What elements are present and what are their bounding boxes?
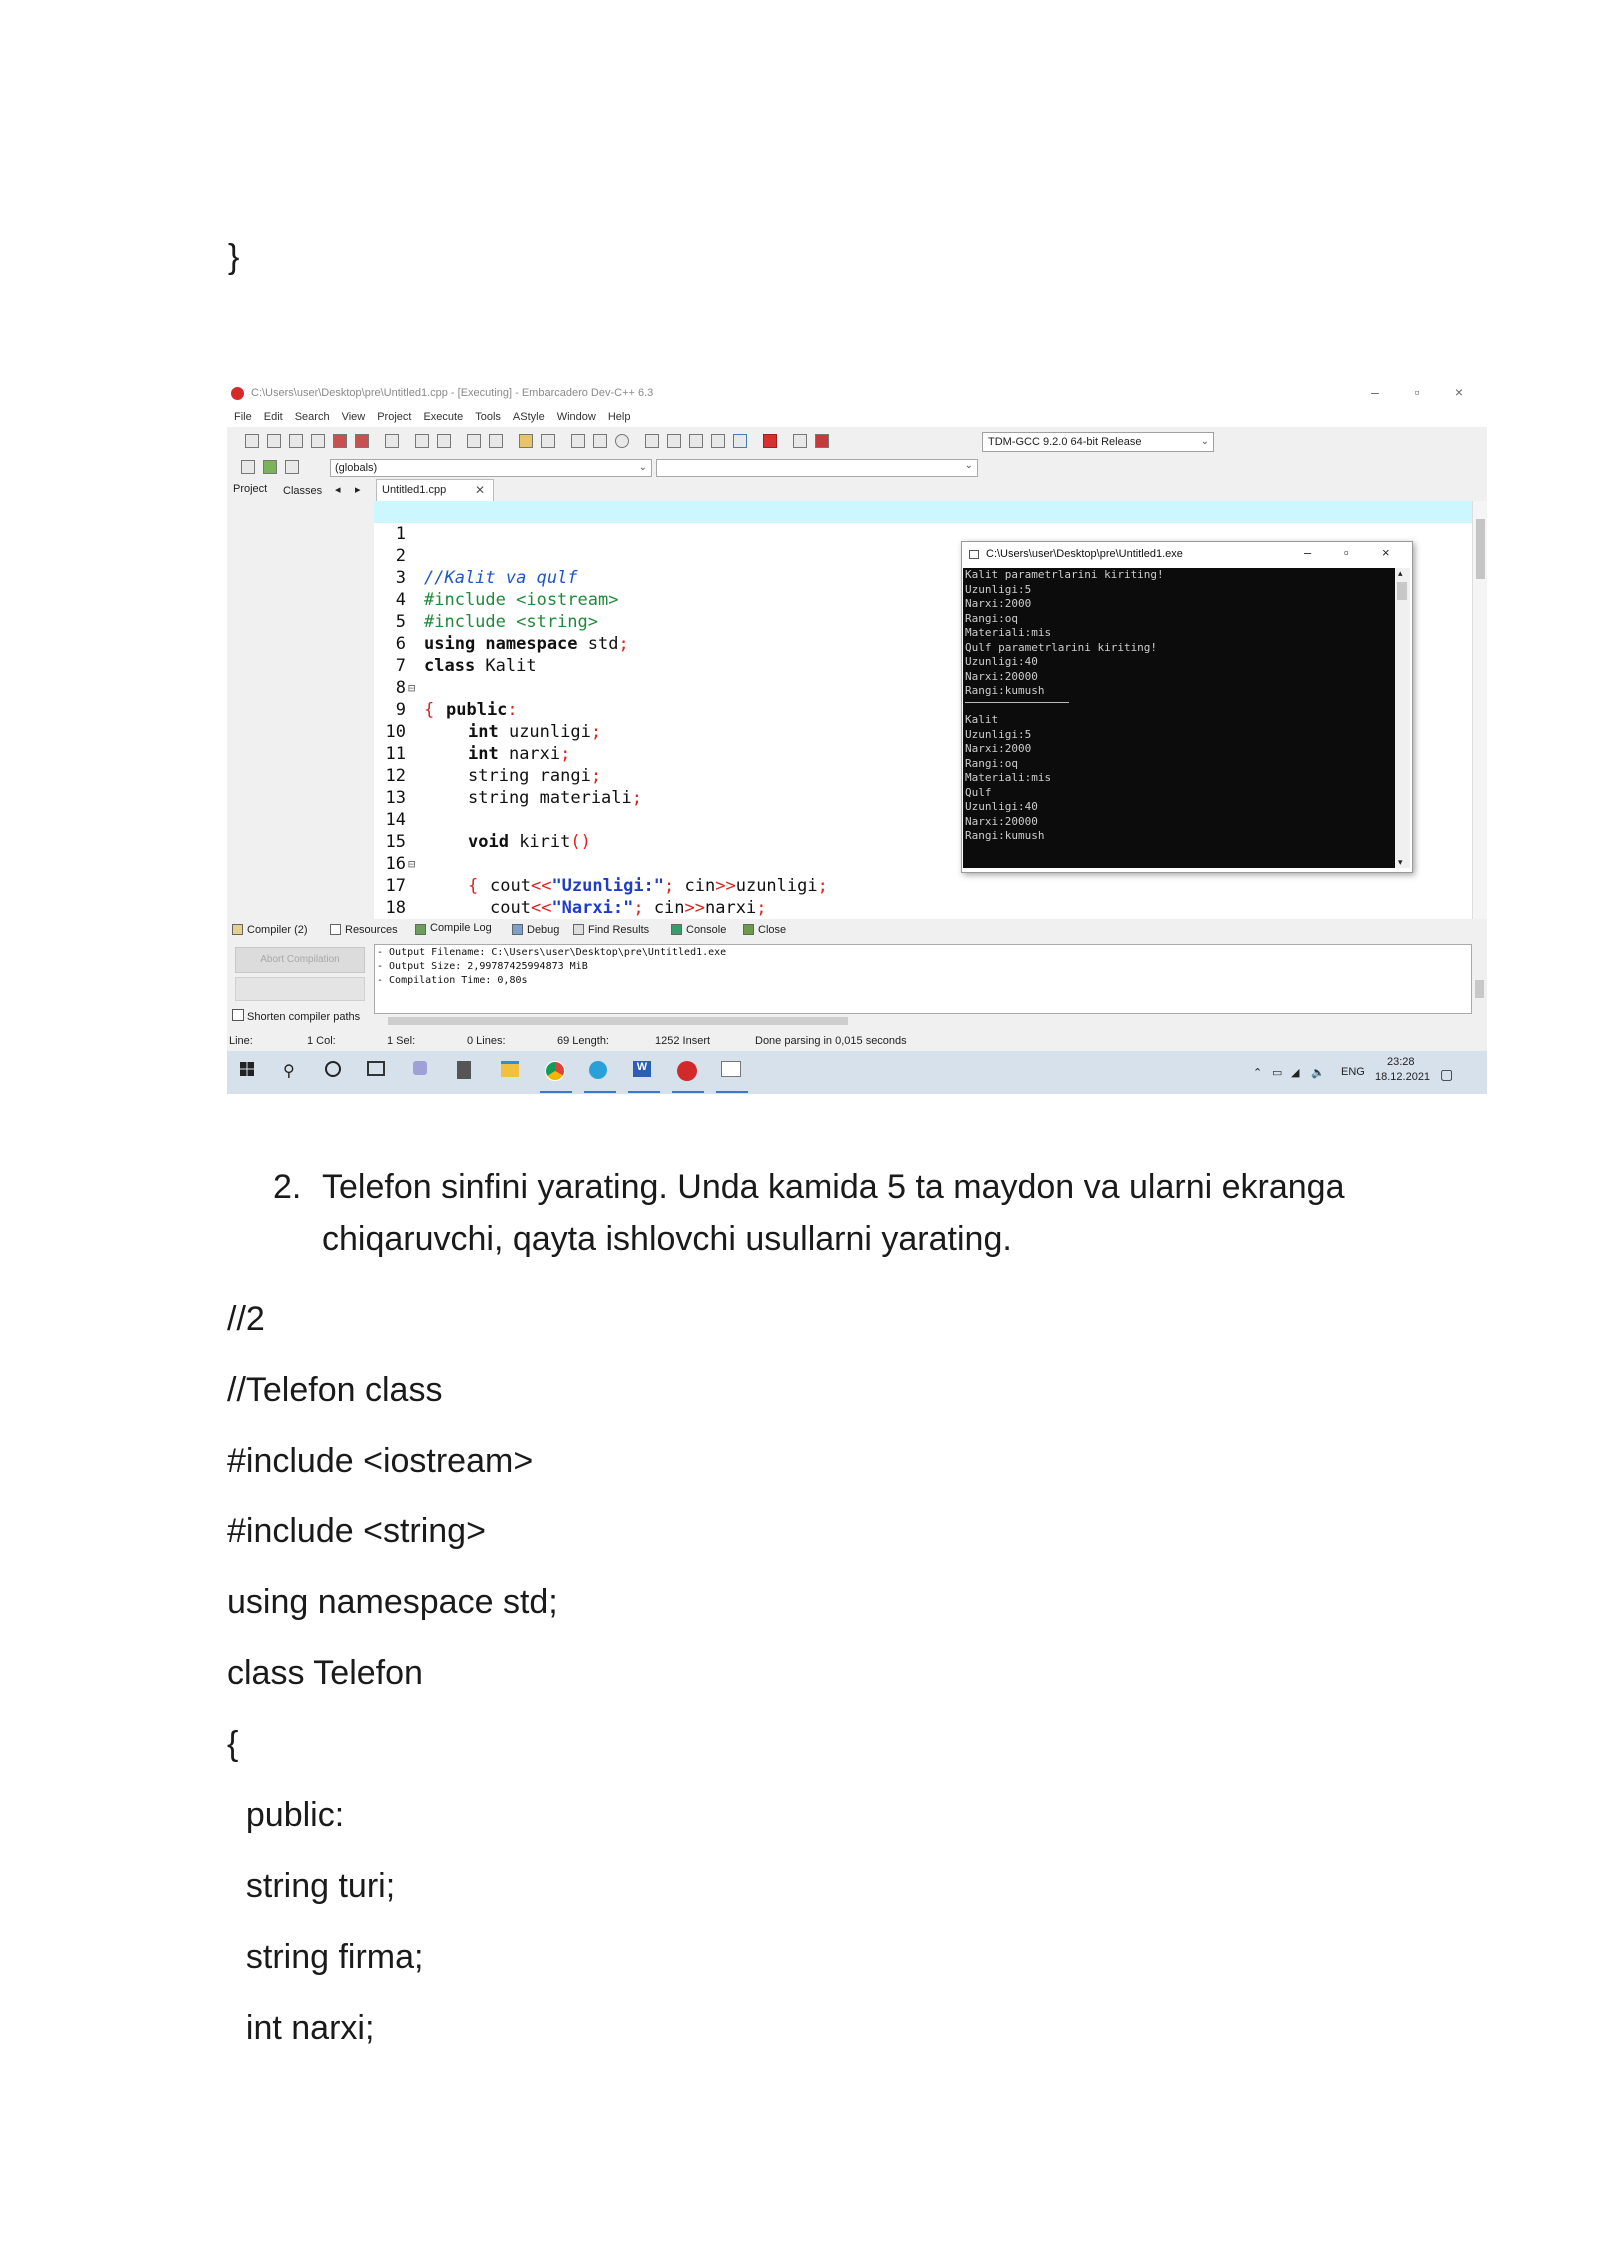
editor-scrollbar[interactable] — [1472, 501, 1487, 919]
console-line: Rangi:oq — [965, 611, 1018, 625]
line-number: 8 — [395, 678, 406, 698]
symbol: ; — [631, 788, 643, 808]
save-all-icon[interactable] — [311, 434, 325, 448]
tab-untitled1[interactable] — [376, 479, 494, 501]
console-output — [963, 568, 1395, 868]
replace-icon[interactable] — [437, 434, 451, 448]
symbol: ; — [590, 722, 602, 742]
console-line: Uzunligi:5 — [965, 727, 1032, 741]
line-number: 6 — [395, 634, 406, 654]
console-app-icon — [969, 550, 979, 559]
open-file-icon[interactable] — [267, 434, 281, 448]
console-line: Uzunligi:40 — [965, 800, 1038, 813]
chevron-right-icon[interactable]: ▸ — [355, 484, 361, 496]
closing-brace: } — [228, 238, 240, 276]
console-minimize-button[interactable]: – — [1304, 545, 1312, 560]
symbol: ; — [633, 898, 654, 918]
console-title: C:\Users\user\Desktop\pre\Untitled1.exe — [986, 548, 1183, 560]
close-panel-icon — [743, 924, 754, 935]
keyword: public — [446, 700, 508, 720]
console-divider — [965, 702, 1069, 703]
console-taskbar-icon[interactable] — [721, 1061, 743, 1083]
log-scrollbar[interactable] — [1472, 944, 1487, 1014]
progress-box — [235, 977, 365, 1001]
fold-toggle-icon[interactable]: ⊟ — [408, 681, 416, 695]
paint-icon[interactable] — [413, 1061, 435, 1083]
battery-icon[interactable]: ▭ — [1272, 1067, 1283, 1079]
menu-astyle[interactable]: AStyle — [512, 411, 545, 423]
devcpp-logo-icon — [231, 387, 244, 400]
console-window[interactable] — [961, 541, 1413, 873]
code-line — [374, 501, 1472, 544]
menu-window[interactable]: Window — [556, 411, 596, 423]
tab-close[interactable]: Close — [758, 924, 787, 936]
ide-titlebar — [227, 381, 1487, 407]
symbol: << — [530, 898, 552, 918]
compile-run-icon[interactable] — [689, 434, 703, 448]
insert-bookmark-icon[interactable] — [241, 460, 255, 474]
identifier: cin — [684, 876, 716, 896]
identifier: cout — [490, 876, 531, 896]
print-icon[interactable] — [385, 434, 399, 448]
notifications-icon[interactable]: ▢ — [1440, 1066, 1454, 1082]
console-line: Uzunligi:40 — [965, 655, 1038, 668]
line-number: 5 — [395, 612, 406, 632]
keyword: int — [468, 722, 499, 742]
status-col: 1 Col: — [307, 1035, 336, 1047]
line-number: 9 — [395, 700, 406, 720]
menu-file[interactable]: File — [234, 411, 252, 423]
chrome-icon[interactable] — [545, 1061, 567, 1083]
line-number: 17 — [385, 876, 406, 896]
compile-icon[interactable] — [645, 434, 659, 448]
log-line: - Output Size: 2,99787425994873 MiB — [377, 961, 588, 972]
cortana-icon[interactable] — [325, 1061, 347, 1083]
console-line: Materiali:mis — [965, 626, 1052, 639]
menu-edit[interactable]: Edit — [263, 411, 283, 423]
list-item-number: 2. — [273, 1168, 302, 1206]
console-line: Kalit parametrlarini kiriting! — [965, 568, 1164, 581]
fold-toggle-icon[interactable]: ⊟ — [408, 857, 416, 871]
shorten-paths-label: Shorten compiler paths — [247, 1011, 361, 1023]
tab-project[interactable]: Project — [233, 483, 268, 495]
resources-icon — [330, 924, 341, 935]
code-listing-line: int narxi; — [227, 2009, 375, 2047]
identifier: string rangi — [468, 766, 591, 786]
identifier: kirit — [508, 832, 571, 852]
status-insert: 1252 Insert — [655, 1035, 711, 1047]
code-listing-line: public: — [227, 1796, 345, 1834]
code-text: #include <iostream> — [424, 590, 619, 610]
stop-execution-icon[interactable] — [763, 434, 777, 448]
tab-resources[interactable]: Resources — [345, 924, 398, 936]
symbol: ; — [560, 744, 571, 764]
log-hscrollbar[interactable] — [374, 1014, 1487, 1028]
identifier: narxi — [498, 744, 561, 764]
editor-tabbar — [374, 479, 1487, 502]
profile-icon[interactable] — [793, 434, 807, 448]
menu-project[interactable]: Project — [377, 411, 412, 423]
console-line: Qulf parametrlarini kiriting! — [965, 640, 1158, 654]
code-text: //Kalit va qulf — [424, 568, 578, 588]
windows-start-icon[interactable] — [239, 1061, 261, 1083]
tray-chevron-icon[interactable]: ⌃ — [1253, 1067, 1263, 1079]
find-results-icon — [573, 924, 584, 935]
compiler-profile-value: TDM-GCC 9.2.0 64-bit Release — [988, 436, 1142, 448]
shorten-paths-checkbox[interactable] — [232, 1009, 244, 1021]
status-line: Line: — [229, 1035, 253, 1047]
menu-search[interactable]: Search — [294, 411, 330, 423]
code-listing-line: string turi; — [227, 1867, 396, 1905]
close-button[interactable]: × — [1454, 384, 1464, 400]
close-file-icon[interactable] — [333, 434, 347, 448]
menu-execute[interactable]: Execute — [423, 411, 464, 423]
identifier: cin — [653, 898, 685, 918]
console-scrollbar[interactable] — [1395, 568, 1410, 868]
compiler-profile-select[interactable] — [982, 432, 1214, 452]
code-listing-line: using namespace std; — [227, 1583, 558, 1621]
symbol: >> — [715, 876, 736, 896]
project-panel — [227, 479, 375, 917]
keyword: using namespace — [424, 634, 578, 654]
compiler-icon — [232, 924, 243, 935]
tab-compiler[interactable]: Compiler (2) — [247, 924, 308, 936]
menu-tools[interactable]: Tools — [475, 411, 501, 423]
scrollbar-thumb[interactable] — [1475, 980, 1484, 998]
line-number: 3 — [395, 568, 406, 588]
ide-screenshot — [227, 381, 1487, 1094]
keyword: void — [468, 832, 509, 852]
word-icon[interactable]: W — [633, 1061, 655, 1083]
line-number: 10 — [385, 722, 406, 742]
find-icon[interactable] — [415, 434, 429, 448]
scope-select[interactable] — [330, 459, 652, 477]
indent-icon[interactable] — [593, 434, 607, 448]
symbol: () — [570, 832, 591, 852]
calculator-icon[interactable] — [457, 1061, 479, 1083]
line-number: 2 — [395, 546, 406, 566]
run-icon[interactable] — [667, 434, 681, 448]
line-number: 16 — [385, 854, 406, 874]
devcpp-taskbar-icon[interactable] — [677, 1061, 699, 1083]
scroll-up-icon[interactable]: ▴ — [1398, 568, 1403, 578]
symbol: ; — [618, 634, 629, 654]
scrollbar-thumb[interactable] — [1476, 519, 1485, 579]
search-icon[interactable]: ⚲ — [283, 1063, 295, 1080]
clock-time[interactable]: 23:28 — [1387, 1056, 1415, 1068]
toggle-comment-icon[interactable] — [615, 434, 629, 448]
telegram-icon[interactable] — [589, 1061, 611, 1083]
line-number: 15 — [385, 832, 406, 852]
console-line: Materiali:mis — [965, 771, 1052, 784]
maximize-button[interactable]: ▫ — [1414, 384, 1420, 400]
task-view-icon[interactable] — [367, 1061, 389, 1083]
code-listing-line: //2 — [227, 1300, 265, 1338]
line-number: 13 — [385, 788, 406, 808]
new-file-icon[interactable] — [245, 434, 259, 448]
identifier: cout — [490, 898, 531, 918]
tab-compile-log[interactable]: Compile Log — [430, 922, 492, 934]
scope-value: (globals) — [335, 462, 378, 474]
console-line: Kalit — [965, 713, 999, 726]
line-number: 18 — [385, 898, 406, 918]
code-listing-line: #include <iostream> — [227, 1442, 534, 1480]
log-line: - Output Filename: C:\Users\user\Desktop\pre\Untitled1.exe — [377, 947, 727, 958]
shorten-paths-option[interactable] — [232, 1009, 360, 1023]
console-line: Narxi:2000 — [965, 597, 1032, 610]
identifier: string materiali — [468, 788, 632, 808]
file-explorer-icon[interactable] — [501, 1061, 523, 1083]
code-listing-line: string firma; — [227, 1938, 424, 1976]
identifier: uzunligi — [735, 876, 818, 896]
undo-icon[interactable] — [519, 434, 533, 448]
chevron-down-icon: ⌄ — [964, 460, 973, 471]
menu-view[interactable]: View — [341, 411, 366, 423]
tab-debug[interactable]: Debug — [527, 924, 560, 936]
debug-icon[interactable] — [815, 434, 829, 448]
assignment-line-2: chiqaruvchi, qayta ishlovchi usullarni yarating. — [322, 1220, 1012, 1258]
code-listing-line: #include <string> — [227, 1512, 486, 1550]
secondary-toolbar — [227, 457, 1487, 479]
line-number: 14 — [385, 810, 406, 830]
assignment-line-1: Telefon sinfini yarating. Unda kamida 5 ta maydon va ularni ekranga — [322, 1168, 1345, 1206]
tab-find-results[interactable]: Find Results — [588, 924, 650, 936]
console-line: Rangi:oq — [965, 756, 1018, 770]
new-class-icon[interactable] — [467, 434, 481, 448]
project-options-icon[interactable] — [285, 460, 299, 474]
identifier: Kalit — [475, 656, 537, 676]
rebuild-icon[interactable] — [711, 434, 725, 448]
identifier: narxi — [705, 898, 757, 918]
compiler-controls — [227, 941, 374, 1031]
console-line: Rangi:kumush — [965, 684, 1045, 697]
abort-compilation-button[interactable]: Abort Compilation — [235, 947, 365, 973]
code-line — [374, 897, 1472, 919]
console-line: Narxi:20000 — [965, 814, 1038, 828]
console-line: Uzunligi:5 — [965, 582, 1032, 596]
debug-icon — [512, 924, 523, 935]
chevron-down-icon: ⌄ — [638, 462, 647, 473]
line-number: 12 — [385, 766, 406, 786]
status-sel: 1 Sel: — [387, 1035, 416, 1047]
minimize-button[interactable]: – — [1371, 384, 1379, 400]
main-toolbar — [227, 427, 1487, 457]
code-text: { — [424, 700, 435, 720]
ide-window-title: C:\Users\user\Desktop\pre\Untitled1.cpp - [Executing] - Embarcadero Dev-C++ 6.3 — [251, 387, 654, 399]
volume-icon[interactable]: 🔈 — [1311, 1067, 1325, 1079]
log-line: - Compilation Time: 0,80s — [377, 975, 528, 986]
code-listing-line: //Telefon class — [227, 1371, 443, 1409]
symbol: ; — [590, 766, 602, 786]
keyword: class — [424, 656, 476, 676]
status-lines: 0 Lines: — [467, 1035, 506, 1047]
scroll-down-icon[interactable]: ▾ — [1398, 857, 1403, 867]
console-line: Narxi:2000 — [965, 742, 1032, 755]
chevron-left-icon[interactable]: ◂ — [335, 484, 341, 496]
scrollbar-thumb[interactable] — [1397, 582, 1407, 600]
string-literal: "Narxi:" — [551, 898, 634, 918]
tab-classes[interactable]: Classes — [283, 485, 323, 497]
compile-log-icon — [415, 924, 426, 935]
chevron-down-icon: ⌄ — [1200, 436, 1209, 447]
symbol: : — [507, 700, 518, 720]
status-length: 69 Length: — [557, 1035, 609, 1047]
code-text: { — [468, 876, 479, 896]
symbol: >> — [684, 898, 706, 918]
redo-icon[interactable] — [541, 434, 555, 448]
save-icon[interactable] — [289, 434, 303, 448]
line-number: 7 — [395, 656, 406, 676]
code-listing-line: class Telefon — [227, 1654, 423, 1692]
keyword: int — [468, 744, 499, 764]
symbol: << — [530, 876, 552, 896]
menu-help[interactable]: Help — [607, 411, 631, 423]
windows-taskbar — [227, 1051, 1487, 1094]
console-maximize-button[interactable]: ▫ — [1344, 545, 1349, 560]
tab-label: Untitled1.cpp — [382, 484, 447, 496]
line-number: 4 — [395, 590, 406, 610]
unindent-icon[interactable] — [571, 434, 585, 448]
symbol: ; — [664, 876, 685, 896]
identifier: uzunligi — [498, 722, 591, 742]
bottom-tabs — [227, 919, 1487, 941]
check-syntax-icon[interactable] — [733, 434, 747, 448]
string-literal: "Uzunligi:" — [551, 876, 665, 896]
code-text: #include <string> — [424, 612, 598, 632]
network-icon[interactable]: ◢ — [1291, 1067, 1300, 1079]
language-indicator[interactable]: ENG — [1341, 1066, 1365, 1078]
console-line: Rangi:kumush — [965, 829, 1045, 842]
goto-bookmark-icon[interactable] — [263, 460, 277, 474]
symbol: ; — [756, 898, 767, 918]
insert-icon[interactable] — [489, 434, 503, 448]
identifier: std — [577, 634, 619, 654]
line-number: 11 — [385, 744, 406, 764]
close-tab-icon[interactable]: ✕ — [474, 483, 485, 497]
console-icon — [671, 924, 682, 935]
close-all-icon[interactable] — [355, 434, 369, 448]
scrollbar-thumb[interactable] — [388, 1017, 848, 1025]
member-select[interactable] — [656, 459, 978, 477]
tab-console[interactable]: Console — [686, 924, 727, 936]
status-bar — [227, 1031, 1487, 1051]
console-close-button[interactable]: × — [1382, 545, 1390, 560]
status-parse: Done parsing in 0,015 seconds — [755, 1035, 907, 1047]
console-line: Narxi:20000 — [965, 669, 1038, 683]
symbol: ; — [817, 876, 828, 896]
clock-date[interactable]: 18.12.2021 — [1375, 1071, 1431, 1083]
compile-log — [374, 944, 1472, 1014]
menu-bar — [227, 407, 1487, 427]
line-number: 1 — [395, 524, 406, 544]
code-listing-line: { — [227, 1725, 239, 1763]
console-line: Qulf — [965, 785, 992, 799]
